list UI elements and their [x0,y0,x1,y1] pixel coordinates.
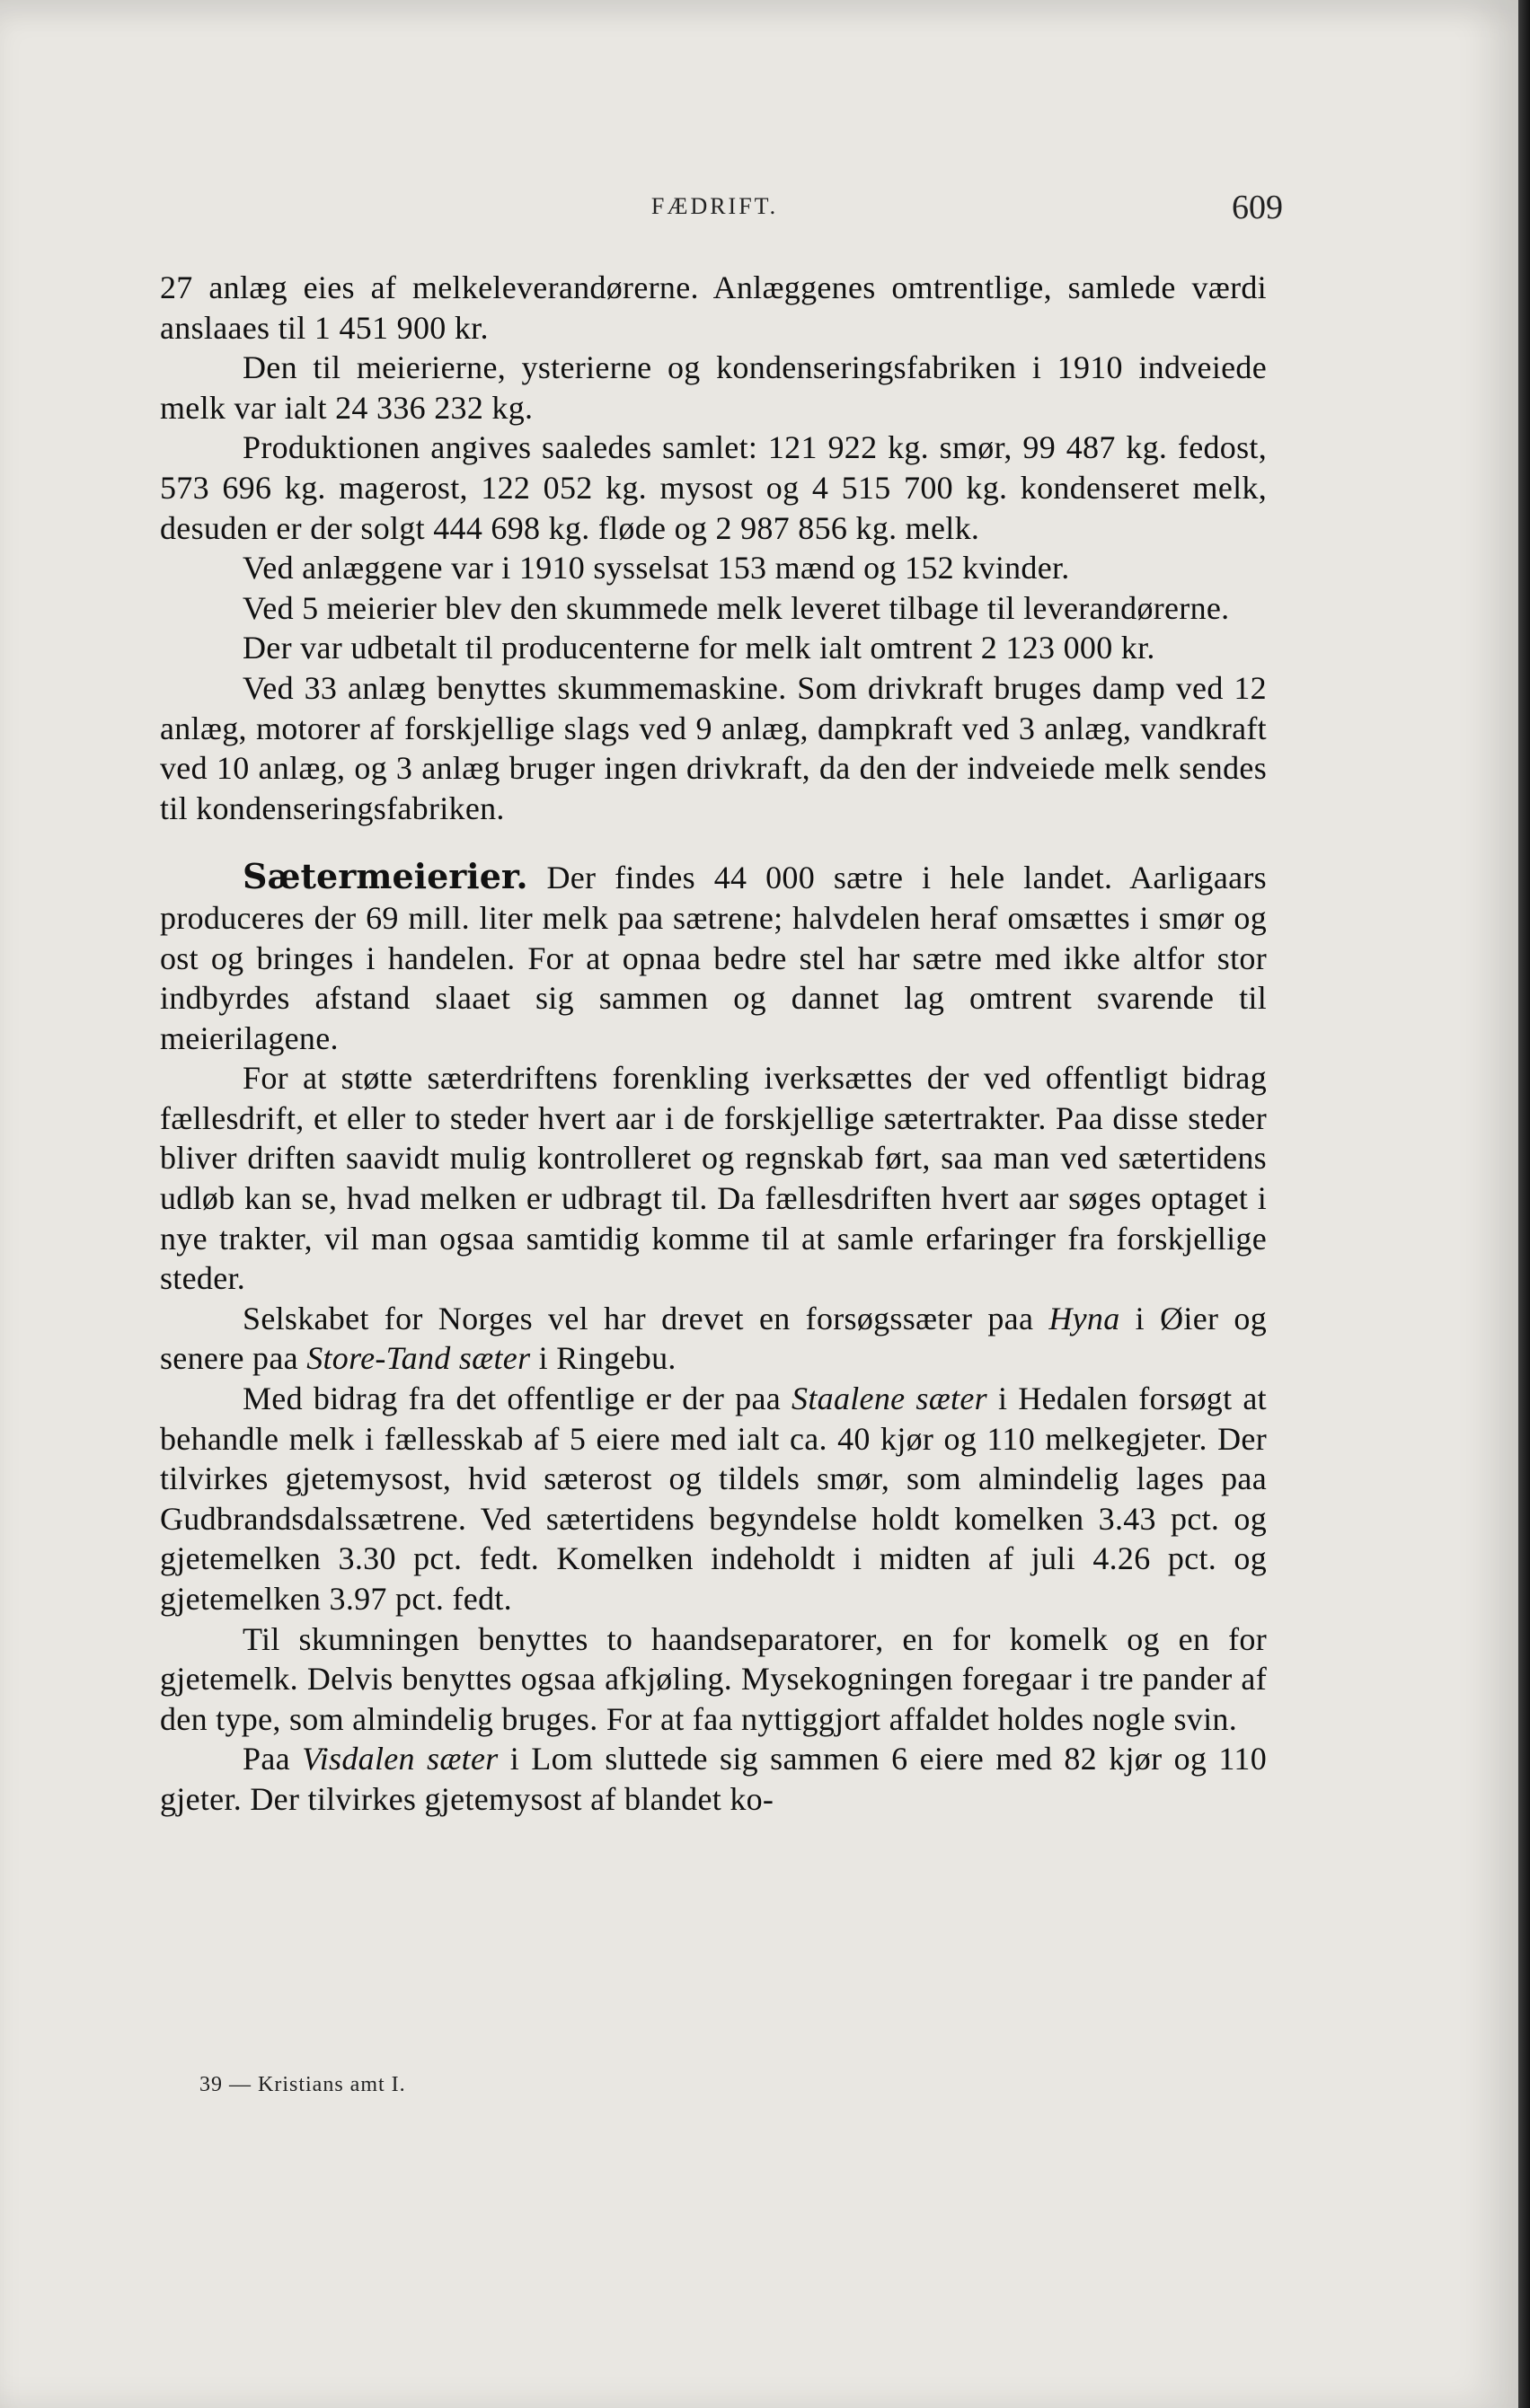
section-heading: Sætermeierier. [243,856,528,897]
paragraph [160,1739,1267,1819]
section-intro-paragraph [160,857,1267,1058]
text-run: i Hedalen forsøgt at behandle melk i fællesskab af 5 eiere med ialt ca. 40 kjør og 110 melkegjeter. Der tilvirkes gjetemysost, hvid sæterost og tildels smør, som almindelig lages paa Gudbrandsdalssætrene. Ved sætertidens begyndelse holdt komelken 3.43 pct. og gjetemelken 3.30 pct. fedt. Komelken indeholdt i midten af juli 4.26 pct. og gjetemelken 3.97 pct. fedt. [160,1380,1267,1617]
page-edge [1518,0,1530,2408]
section-intro-text: Der findes 44 000 sætre i hele landet. Aarligaars produceres der 69 mill. liter melk paa sætrene; halvdelen heraf omsættes i smør og ost og bringes i handelen. For at opnaa bedre stel har sætre med ikke altfor stor indbyrdes afstand slaaet sig sammen og dannet lag omtrent svarende til meierilagene. [160,860,1267,1056]
page-number: 609 [1232,189,1283,226]
place-name: Visdalen sæter [302,1741,499,1777]
place-name: Hyna [1048,1300,1120,1336]
paragraph: Til skumningen benyttes to haandseparatorer, en for komelk og en for gjetemelk. Delvis benyttes ogsaa afkjøling. Mysekogningen foregaar i tre pander af den type, som almindelig bruges. For at faa nyttiggjort affaldet holdes nogle svin. [160,1620,1267,1737]
paragraph: Ved 33 anlæg benyttes skummemaskine. Som drivkraft bruges damp ved 12 anlæg, motorer af forskjellige slags ved 9 anlæg, dampkraft ved 3 anlæg, vandkraft ved 10 anlæg, og 3 anlæg bruger ingen drivkraft, da den der indveiede melk sendes til kondenseringsfabriken. [160,669,1267,826]
text-run: Paa [243,1741,303,1777]
text-run: i Lom sluttede sig sammen 6 eiere med 82 kjør og 110 gjeter. Der tilvirkes gjetemysost af blandet ko- [160,1741,1267,1817]
text-run: i Øier og senere paa [160,1300,1268,1377]
paragraph: For at støtte sæterdriftens forenkling iverksættes der ved offentligt bidrag fællesdrift, et eller to steder hvert aar i de forskjellige sætertrakter. Paa disse steder bliver driften saavidt mulig kontrolleret og regnskab ført, saa man ved sætertidens udløb kan se, hvad melken er udbragt til. Da fællesdriften hvert aar søges optaget i nye trakter, vil man ogsaa samtidig komme til at samle erfaringer fra forskjellige steder. [160,1060,1267,1297]
page-footer-signature: 39 — Kristians amt I. [199,2073,406,2096]
paragraph: Produktionen angives saaledes samlet: 121 922 kg. smør, 99 487 kg. fedost, 573 696 kg. magerost, 122 052 kg. mysost og 4 515 700 kg. kondenseret melk, desuden er der solgt 444 698 kg. fløde og 2 987 856 kg. melk. [160,429,1267,546]
place-name: Store-Tand sæter [306,1340,531,1377]
text-run: i Ringebu. [530,1340,677,1377]
body-text [160,268,1267,1820]
paragraph: Der var udbetalt til producenterne for melk ialt omtrent 2 123 000 kr. [243,630,1155,666]
page-header [160,189,1283,238]
paragraph: 27 anlæg eies af melkeleverandørerne. Anlæggenes omtrentlige, samlede værdi anslaaes til 1 451 900 kr. [160,269,1267,346]
paragraph: Den til meierierne, ysterierne og kondenseringsfabriken i 1910 indveiede melk var ialt 24 336 232 kg. [160,349,1267,426]
paragraph: Ved 5 meierier blev den skummede melk leveret tilbage til leverandørerne. [243,589,1230,626]
paragraph: Ved anlæggene var i 1910 sysselsat 153 mænd og 152 kvinder. [243,550,1070,587]
paragraph [160,1379,1267,1619]
text-run: Med bidrag fra det offentlige er der paa [243,1380,792,1417]
paragraph [160,1299,1267,1379]
text-run: Selskabet for Norges vel har drevet en forsøgssæter paa [243,1300,1049,1336]
place-name: Staalene sæter [792,1380,987,1417]
running-title: FÆDRIFT. [650,193,779,219]
